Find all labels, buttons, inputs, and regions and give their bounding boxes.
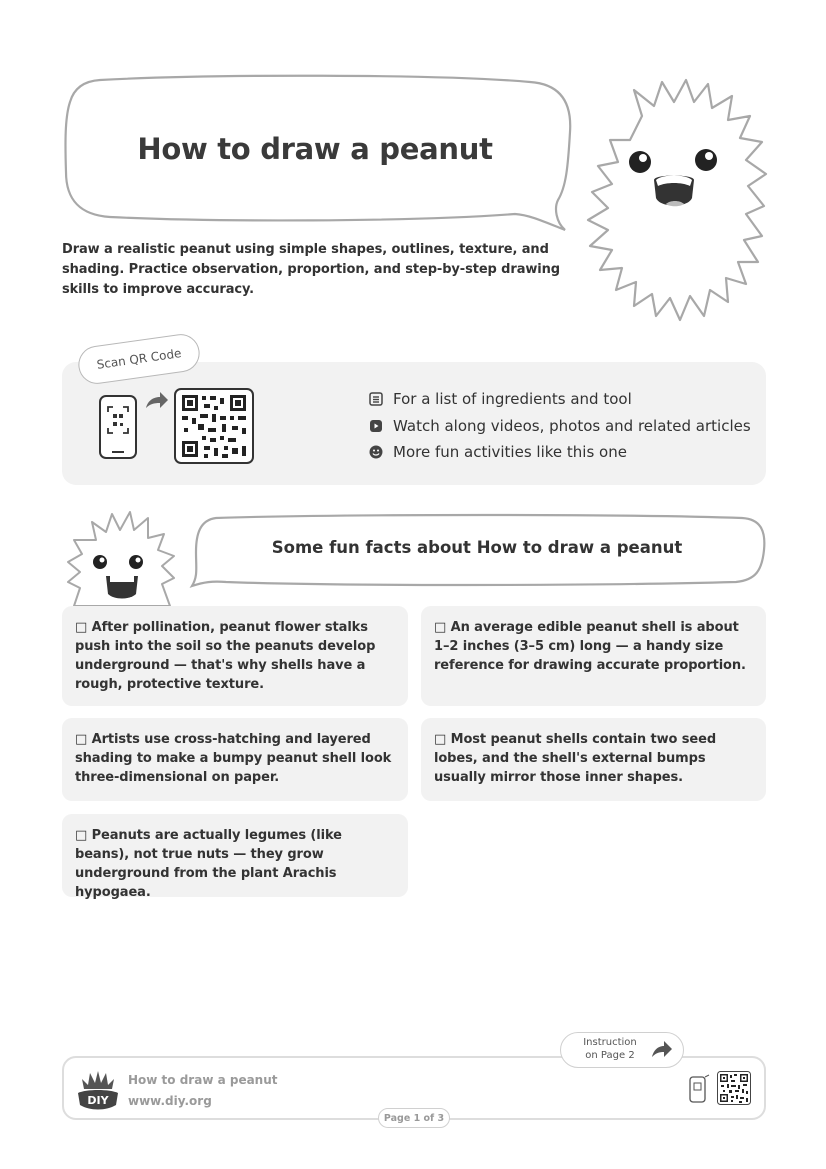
- footer-url-link[interactable]: www.diy.org: [128, 1094, 212, 1108]
- qr-benefit-label: For a list of ingredients and tool: [393, 390, 632, 409]
- play-icon: [368, 418, 384, 434]
- qr-code[interactable]: [717, 1071, 751, 1105]
- instruction-next-page-label: [575, 1036, 645, 1062]
- phone-scan-icon: [688, 1074, 710, 1104]
- fact-card: □ An average edible peanut shell is about 1–2 inches (3–5 cm) long — a handy size reference for drawing accurate proportion.: [421, 606, 766, 706]
- fact-card: □ After pollination, peanut flower stalks push into the soil so the peanuts develop underground — that's why shells have a rough, protective texture.: [62, 606, 408, 706]
- qr-benefit-videos: [368, 413, 758, 440]
- qr-code[interactable]: [174, 388, 254, 464]
- smiley-icon: [368, 444, 384, 460]
- arrow-right-icon: [144, 390, 170, 412]
- fact-card: □ Peanuts are actually legumes (like beans), not true nuts — they grow underground from the plant Arachis hypogaea.: [62, 814, 408, 897]
- scan-qr-tag: Scan QR Code: [76, 332, 202, 387]
- fact-card: □ Most peanut shells contain two seed lobes, and the shell's external bumps usually mirror those inner shapes.: [421, 718, 766, 801]
- qr-benefits-list: [368, 386, 758, 466]
- yeti-mascot-small-illustration: [66, 510, 178, 606]
- page-title: How to draw a peanut: [137, 132, 493, 166]
- instruction-line-2: on Page 2: [585, 1050, 635, 1061]
- intro-paragraph: Draw a realistic peanut using simple shapes, outlines, texture, and shading. Practice observation, proportion, and step-by-step drawing skills to improve accuracy.: [62, 242, 560, 297]
- instruction-line-1: Instruction: [583, 1037, 637, 1048]
- phone-scan-icon: [96, 392, 142, 462]
- diy-logo-text: DIY: [87, 1094, 109, 1107]
- qr-benefit-label: More fun activities like this one: [393, 443, 627, 462]
- page-indicator: Page 1 of 3: [378, 1108, 450, 1128]
- list-icon: [368, 391, 384, 407]
- qr-benefit-ingredients: [368, 386, 758, 413]
- facts-heading: Some fun facts about How to draw a peanut: [271, 538, 683, 557]
- yeti-mascot-illustration: [582, 76, 772, 326]
- qr-benefit-activities: [368, 439, 758, 466]
- diy-logo[interactable]: [76, 1069, 120, 1111]
- footer-title: How to draw a peanut: [128, 1073, 278, 1087]
- fact-card: □ Artists use cross-hatching and layered shading to make a bumpy peanut shell look three-dimensional on paper.: [62, 718, 408, 801]
- arrow-right-icon: [651, 1040, 673, 1060]
- qr-benefit-label: Watch along videos, photos and related articles: [393, 416, 751, 435]
